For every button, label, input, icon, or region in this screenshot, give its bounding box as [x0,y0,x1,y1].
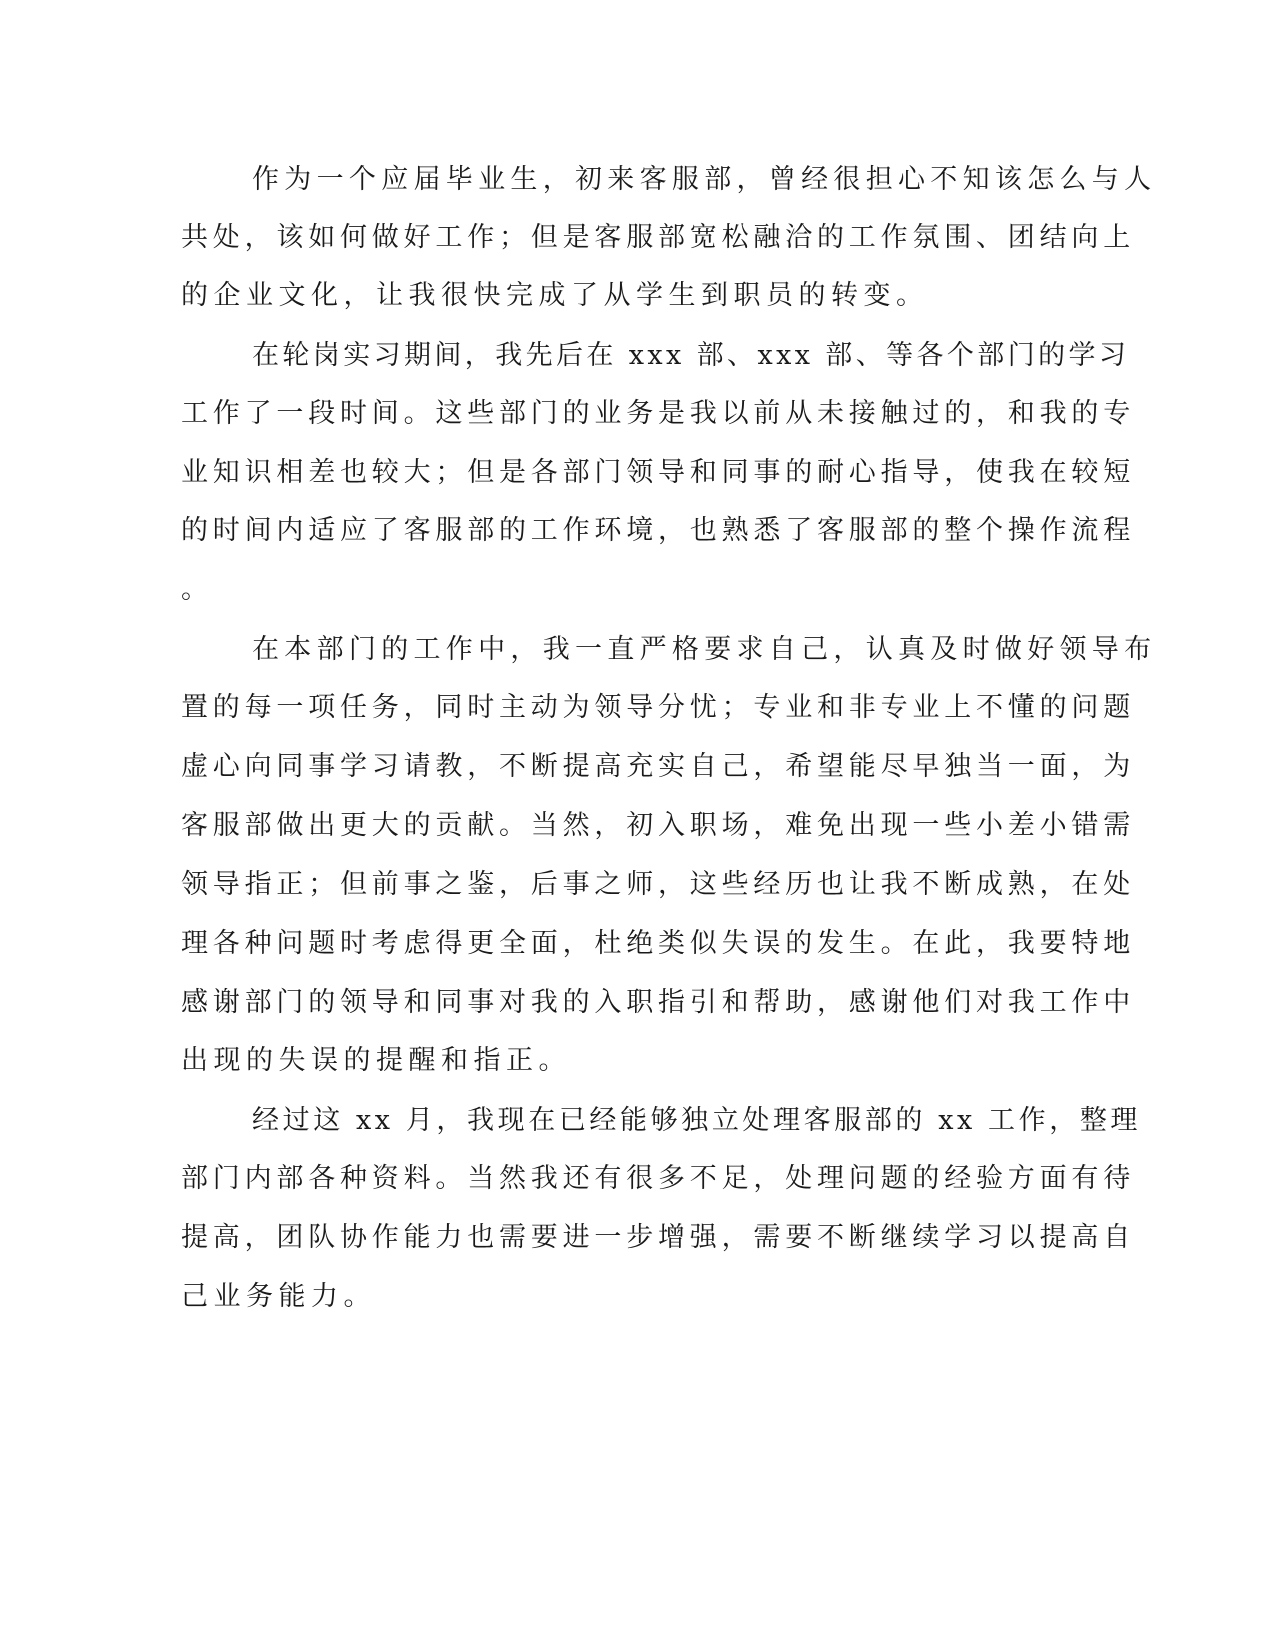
paragraph-2-line-2: 工作了一段时间。这些部门的业务是我以前从未接触过的，和我的专 [181,398,1135,429]
paragraph-1-line-3: 的企业文化，让我很快完成了从学生到职员的转变。 [181,280,929,311]
paragraph-4-line-3: 提高，团队协作能力也需要进一步增强，需要不断继续学习以提高自 [181,1222,1135,1253]
paragraph-1-line-1: 作为一个应届毕业生，初来客服部，曾经很担心不知该怎么与人 [252,164,1157,195]
paragraph-3-line-6: 理各种问题时考虑得更全面，杜绝类似失误的发生。在此，我要特地 [181,928,1135,959]
paragraph-4-line-4: 己业务能力。 [181,1281,376,1312]
paragraph-1-line-2: 共处，该如何做好工作；但是客服部宽松融洽的工作氛围、团结向上 [181,222,1135,253]
paragraph-4-line-2: 部门内部各种资料。当然我还有很多不足，处理问题的经验方面有待 [181,1163,1135,1194]
paragraph-3-line-3: 虚心向同事学习请教，不断提高充实自己，希望能尽早独当一面，为 [181,751,1135,782]
paragraph-3-line-8: 出现的失误的提醒和指正。 [181,1045,571,1076]
paragraph-3-line-5: 领导指正；但前事之鉴，后事之师，这些经历也让我不断成熟，在处 [181,869,1135,900]
paragraph-2-line-4: 的时间内适应了客服部的工作环境，也熟悉了客服部的整个操作流程 [181,515,1135,546]
paragraph-2-line-1: 在轮岗实习期间，我先后在 xxx 部、xxx 部、等各个部门的学习 [252,340,1130,371]
paragraph-2-line-5: 。 [181,574,213,605]
paragraph-4-line-1: 经过这 xx 月，我现在已经能够独立处理客服部的 xx 工作，整理 [252,1105,1142,1136]
paragraph-3-line-4: 客服部做出更大的贡献。当然，初入职场，难免出现一些小差小错需 [181,810,1135,841]
paragraph-2-line-3: 业知识相差也较大；但是各部门领导和同事的耐心指导，使我在较短 [181,457,1135,488]
paragraph-3-line-2: 置的每一项任务，同时主动为领导分忧；专业和非专业上不懂的问题 [181,692,1135,723]
paragraph-3-line-1: 在本部门的工作中，我一直严格要求自己，认真及时做好领导布 [252,634,1157,665]
paragraph-3-line-7: 感谢部门的领导和同事对我的入职指引和帮助，感谢他们对我工作中 [181,987,1135,1018]
